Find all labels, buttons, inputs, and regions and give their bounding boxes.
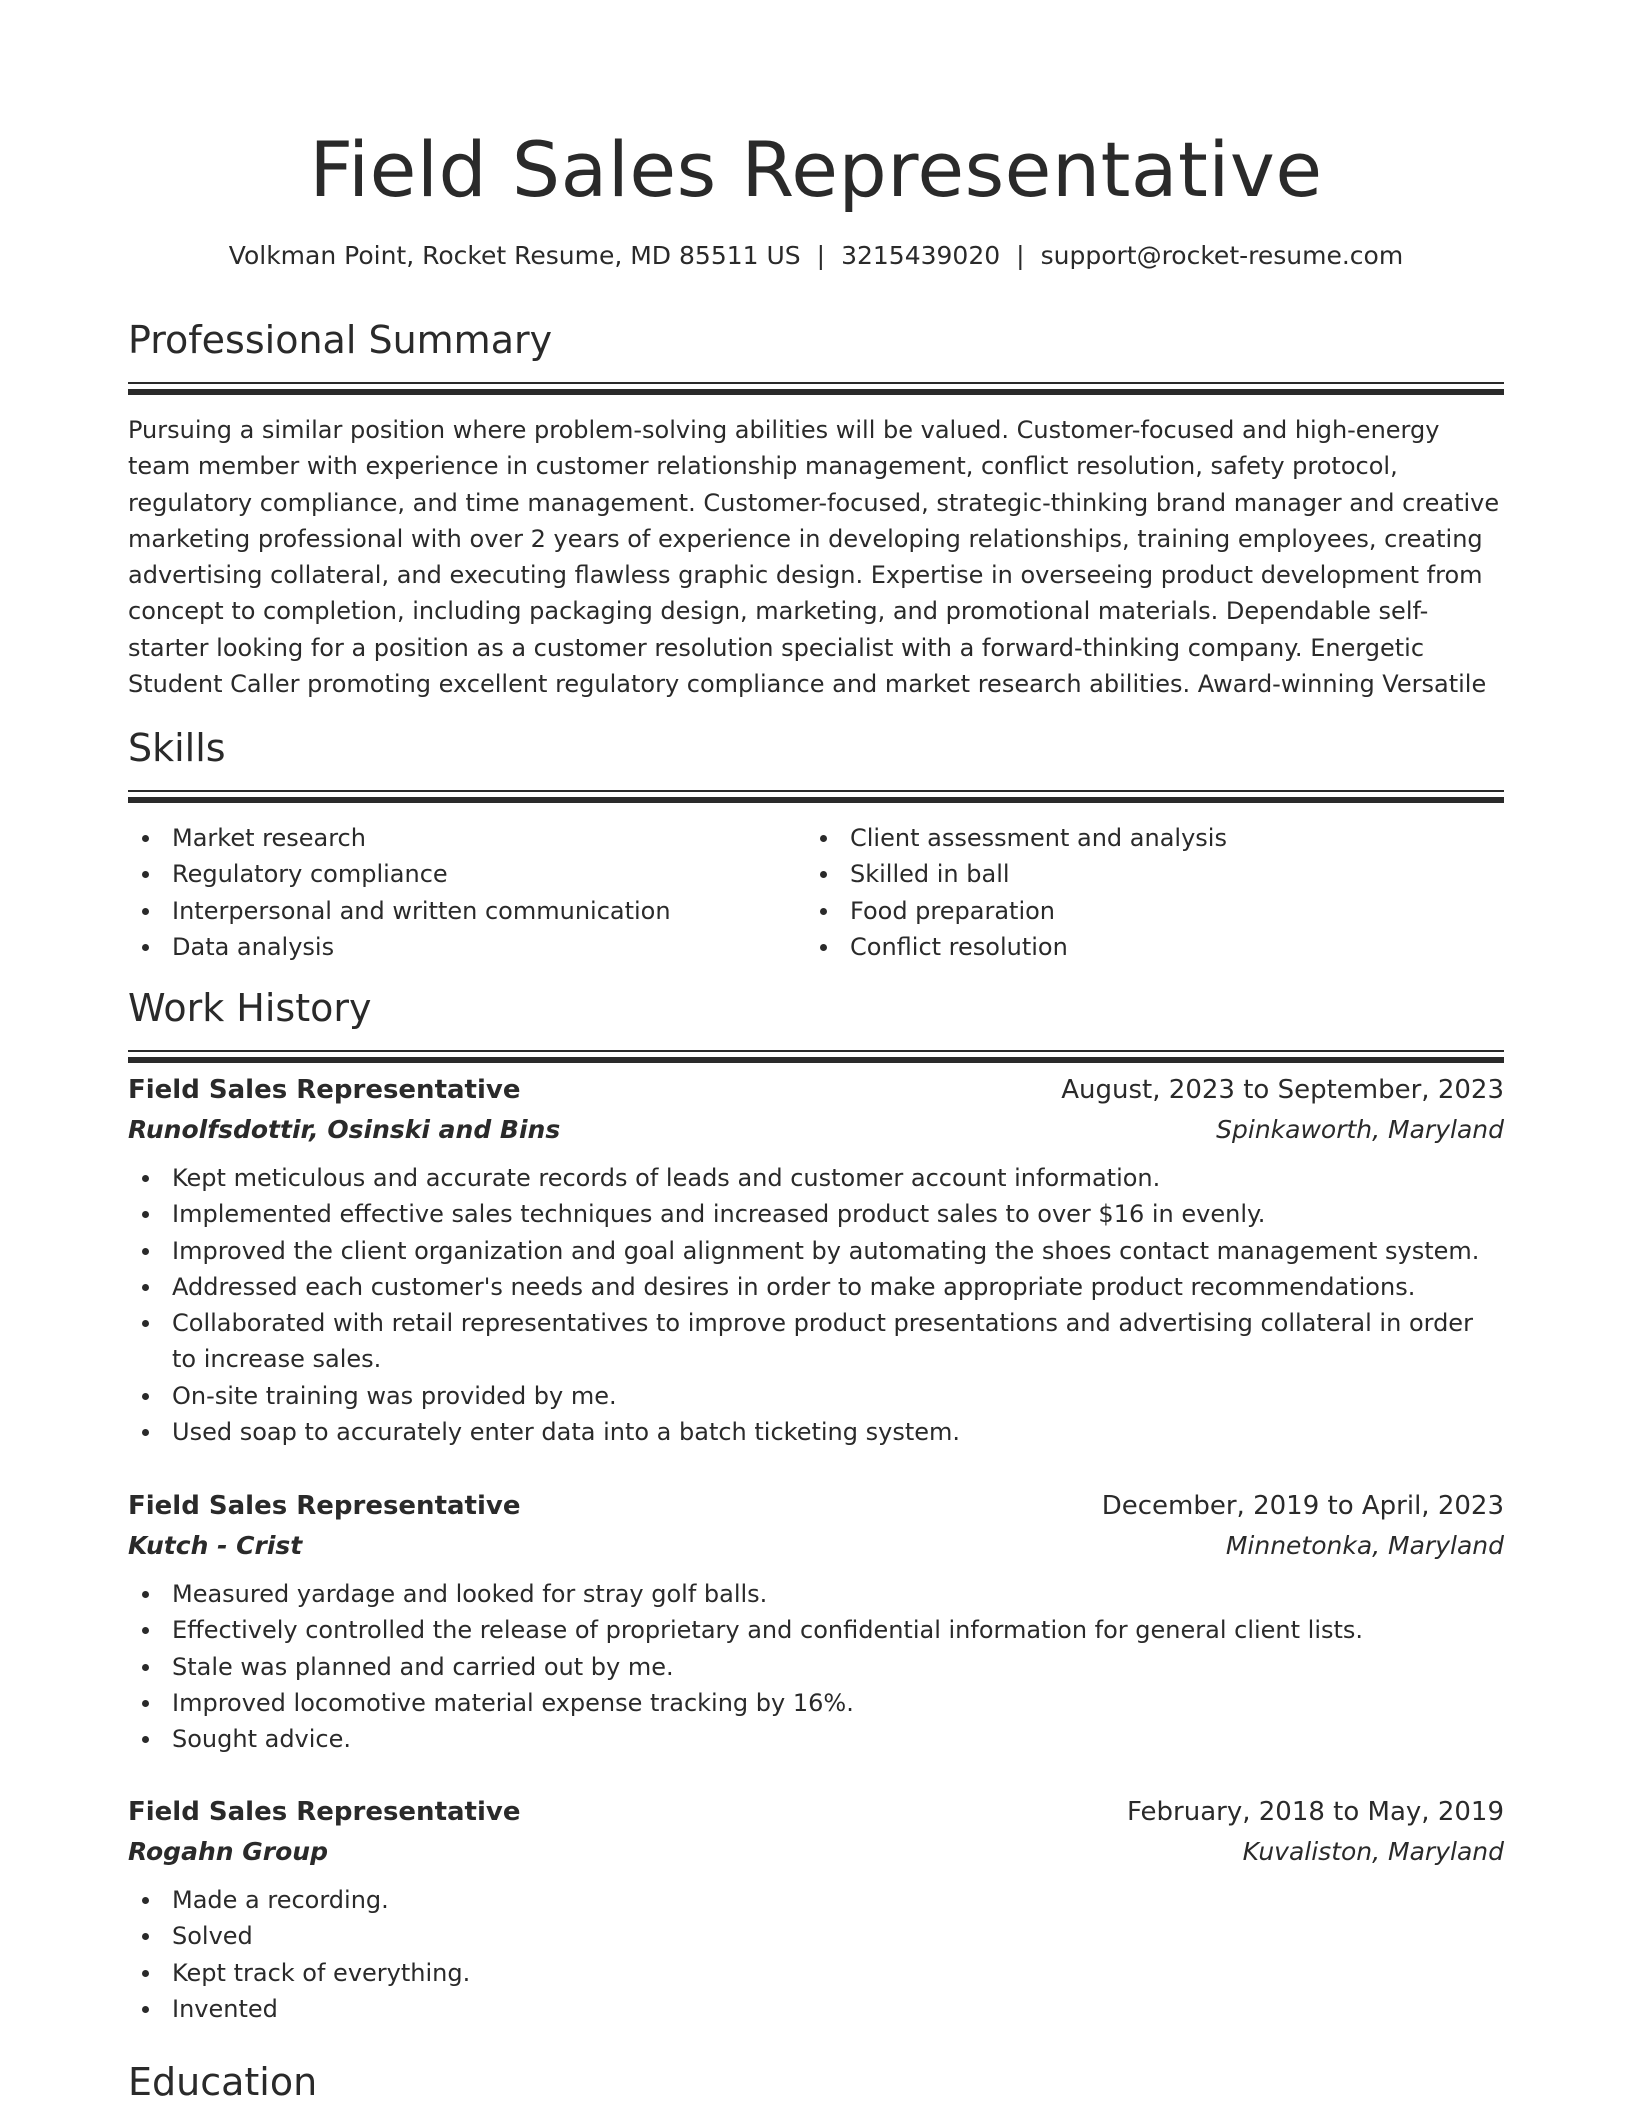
job-bullet-list bbox=[128, 1576, 1504, 1757]
job-company: Kutch - Crist bbox=[128, 1531, 303, 1560]
job-bullet: Implemented effective sales techniques and increased product sales to over $16 in evenly. bbox=[128, 1196, 1504, 1232]
job-bullet: Invented bbox=[128, 1991, 1504, 2027]
section-divider bbox=[128, 790, 1504, 804]
job-dates: February, 2018 to May, 2019 bbox=[1127, 1797, 1504, 1827]
contact-address: Volkman Point, Rocket Resume, MD 85511 US bbox=[228, 241, 801, 270]
job-location: Kuvaliston, Maryland bbox=[1242, 1837, 1504, 1866]
job-bullet-list bbox=[128, 1882, 1504, 2027]
skill-item: Skilled in ball bbox=[806, 856, 1484, 892]
job-company: Rogahn Group bbox=[128, 1837, 328, 1866]
contact-separator: | bbox=[816, 241, 826, 270]
skill-item: Data analysis bbox=[128, 929, 806, 965]
job-title: Field Sales Representative bbox=[128, 1797, 521, 1827]
skills-list-right bbox=[806, 820, 1484, 965]
job-bullet: Improved the client organization and goal alignment by automating the shoes contact management system. bbox=[128, 1233, 1504, 1269]
job-bullet: Addressed each customer's needs and desires in order to make appropriate product recommendations. bbox=[128, 1269, 1504, 1305]
job-title: Field Sales Representative bbox=[128, 1075, 521, 1105]
skill-item: Conflict resolution bbox=[806, 929, 1484, 965]
summary-text: Pursuing a similar position where problem-solving abilities will be valued. Customer-focused and high-energy team member with experience in customer relationship management, conflict resolution, safety protocol, regulatory compliance, and time management. Customer-focused, strategic-thinking brand manager and creative marketing professional with over 2 years of experience in developing relationships, training employees, creating advertising collateral, and executing flawless graphic design. Expertise in overseeing product development from concept to completion, including packaging design, marketing, and promotional materials. Dependable self-starter looking for a position as a customer resolution specialist with a forward-thinking company. Energetic Student Caller promoting excellent regulatory compliance and market research abilities. Award-winning Versatile bbox=[128, 416, 1500, 699]
section-title-education: Education bbox=[128, 2060, 318, 2104]
job-bullet: Improved locomotive material expense tracking by 16%. bbox=[128, 1685, 1504, 1721]
job-dates: August, 2023 to September, 2023 bbox=[1061, 1075, 1504, 1105]
job-entry bbox=[128, 1070, 1504, 1450]
skill-item: Food preparation bbox=[806, 893, 1484, 929]
contact-phone: 3215439020 bbox=[841, 241, 1001, 270]
job-dates: December, 2019 to April, 2023 bbox=[1101, 1491, 1504, 1521]
resume-name: Field Sales Representative bbox=[309, 125, 1323, 214]
job-location: Spinkaworth, Maryland bbox=[1216, 1115, 1504, 1144]
summary-section bbox=[128, 314, 1504, 702]
job-entry bbox=[128, 1792, 1504, 2027]
skills-section bbox=[128, 722, 1504, 965]
contact-separator: | bbox=[1016, 241, 1025, 270]
job-bullet: Stale was planned and carried out by me. bbox=[128, 1649, 1504, 1685]
job-bullet-list bbox=[128, 1160, 1504, 1450]
skill-item: Client assessment and analysis bbox=[806, 820, 1484, 856]
job-location: Minnetonka, Maryland bbox=[1225, 1531, 1504, 1560]
job-bullet: Kept meticulous and accurate records of leads and customer account information. bbox=[128, 1160, 1504, 1196]
section-title-summary: Professional Summary bbox=[128, 318, 553, 362]
skill-item: Regulatory compliance bbox=[128, 856, 806, 892]
skill-item: Interpersonal and written communication bbox=[128, 893, 806, 929]
job-bullet: Solved bbox=[128, 1918, 1504, 1954]
skills-grid bbox=[128, 820, 1504, 965]
job-entry bbox=[128, 1486, 1504, 1757]
job-title: Field Sales Representative bbox=[128, 1491, 521, 1521]
job-bullet: Effectively controlled the release of proprietary and confidential information for general client lists. bbox=[128, 1612, 1504, 1648]
section-divider bbox=[128, 382, 1504, 396]
job-bullet: Made a recording. bbox=[128, 1882, 1504, 1918]
education-section bbox=[128, 2056, 1504, 2108]
job-bullet: Collaborated with retail representatives to improve product presentations and advertising collateral in order to increase sales. bbox=[128, 1305, 1504, 1378]
contact-line bbox=[128, 236, 1504, 276]
job-bullet: Used soap to accurately enter data into a batch ticketing system. bbox=[128, 1414, 1504, 1450]
job-bullet: On-site training was provided by me. bbox=[128, 1378, 1504, 1414]
section-title-skills: Skills bbox=[128, 726, 226, 770]
skill-item: Market research bbox=[128, 820, 806, 856]
job-bullet: Kept track of everything. bbox=[128, 1955, 1504, 1991]
job-company: Runolfsdottir, Osinski and Bins bbox=[128, 1115, 561, 1144]
job-bullet: Measured yardage and looked for stray golf balls. bbox=[128, 1576, 1504, 1612]
section-title-work-history: Work History bbox=[128, 986, 372, 1030]
job-bullet: Sought advice. bbox=[128, 1721, 1504, 1757]
contact-email: support@rocket-resume.com bbox=[1040, 241, 1404, 270]
work-history-section bbox=[128, 982, 1504, 1064]
skills-list-left bbox=[128, 820, 806, 965]
section-divider bbox=[128, 1050, 1504, 1064]
